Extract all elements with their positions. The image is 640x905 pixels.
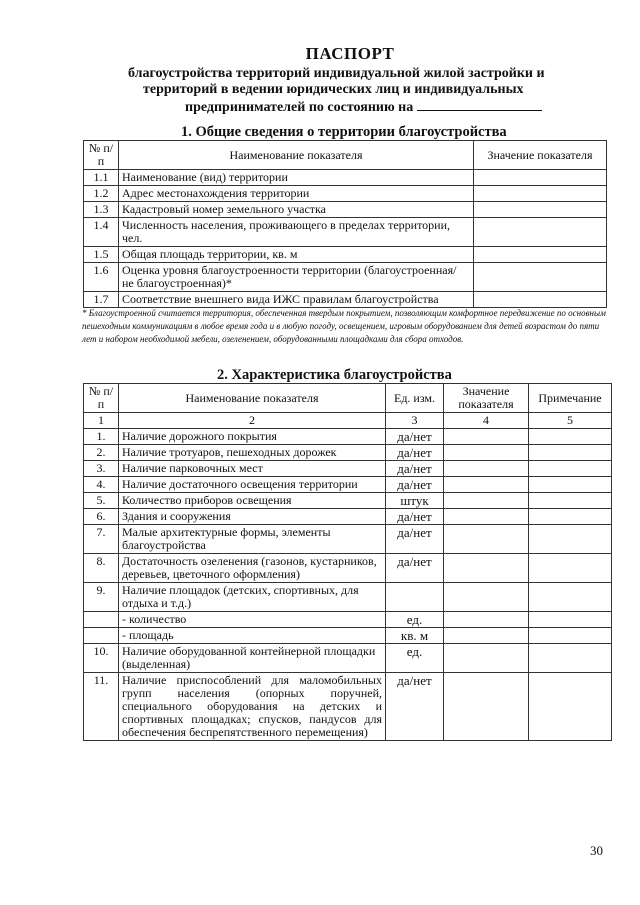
row-num: 1.1 <box>84 170 119 186</box>
row-value-cell[interactable] <box>474 263 607 292</box>
row-name: - площадь <box>119 628 386 644</box>
col-header-unit: Ед. изм. <box>386 384 444 413</box>
row-num: 1.6 <box>84 263 119 292</box>
col-number: 3 <box>386 413 444 429</box>
row-note-cell[interactable] <box>529 509 612 525</box>
general-info-table <box>83 140 607 308</box>
row-name: Наличие парковочных мест <box>119 461 386 477</box>
row-name: Наименование (вид) территории <box>119 170 474 186</box>
table-row <box>84 673 612 741</box>
row-num: 2. <box>84 445 119 461</box>
row-value-cell[interactable] <box>474 218 607 247</box>
characteristics-table <box>83 383 612 741</box>
row-num: 1.4 <box>84 218 119 247</box>
table-row <box>84 525 612 554</box>
row-unit: да/нет <box>386 477 444 493</box>
subtitle-line-1: благоустройства территорий индивидуальной жилой застройки и <box>128 66 545 81</box>
col-header-name: Наименование показателя <box>119 141 474 170</box>
table-header-row <box>84 384 612 413</box>
row-value-cell[interactable] <box>474 186 607 202</box>
table-row <box>84 247 607 263</box>
row-value-cell[interactable] <box>444 644 529 673</box>
table-header-row <box>84 141 607 170</box>
row-num: 1.5 <box>84 247 119 263</box>
row-num: 9. <box>84 583 119 612</box>
row-note-cell[interactable] <box>529 493 612 509</box>
row-name: Здания и сооружения <box>119 509 386 525</box>
row-value-cell[interactable] <box>444 477 529 493</box>
row-note-cell[interactable] <box>529 612 612 628</box>
row-value-cell[interactable] <box>444 525 529 554</box>
col-number: 4 <box>444 413 529 429</box>
table-row <box>84 583 612 612</box>
row-num: 1. <box>84 429 119 445</box>
row-value-cell[interactable] <box>444 509 529 525</box>
table-row <box>84 445 612 461</box>
col-number: 1 <box>84 413 119 429</box>
row-name: Достаточность озеленения (газонов, кустарников, деревьев, цветочного оформления) <box>119 554 386 583</box>
footnote: * Благоустроенной считается территория, обеспеченная твердым покрытием, позволяющим комфортное передвижение по основным пешеходным коммуникациям в любое время года и в любую погоду, освещением, игровым оборудованием для детей возрастом до пяти лет и набором необходимой мебели, озеленением, оборудованными площадками для сбора отходов. <box>82 308 606 344</box>
row-num: 1.7 <box>84 292 119 308</box>
col-number: 2 <box>119 413 386 429</box>
row-name: Соответствие внешнего вида ИЖС правилам благоустройства <box>119 292 474 308</box>
row-name: Наличие оборудованной контейнерной площадки (выделенная) <box>119 644 386 673</box>
row-unit: да/нет <box>386 554 444 583</box>
row-name: Наличие дорожного покрытия <box>119 429 386 445</box>
row-name: Наличие приспособлений для маломобильных групп населения (опорных поручней, специального оборудования на детских и спортивных площадках; спусков, пандусов для обеспечения беспрепятственного перемещения) <box>119 673 386 741</box>
row-name: Наличие тротуаров, пешеходных дорожек <box>119 445 386 461</box>
section2-heading: 2. Характеристика благоустройства <box>217 367 452 383</box>
row-value-cell[interactable] <box>444 612 529 628</box>
table-row <box>84 509 612 525</box>
col-header-value: Значение показателя <box>444 384 529 413</box>
row-name: - количество <box>119 612 386 628</box>
row-value-cell[interactable] <box>444 628 529 644</box>
row-note-cell[interactable] <box>529 554 612 583</box>
row-num: 6. <box>84 509 119 525</box>
table-row <box>84 218 607 247</box>
row-unit: да/нет <box>386 673 444 741</box>
col-header-name: Наименование показателя <box>119 384 386 413</box>
table-row <box>84 202 607 218</box>
table-row <box>84 263 607 292</box>
row-note-cell[interactable] <box>529 525 612 554</box>
row-unit <box>386 583 444 612</box>
row-note-cell[interactable] <box>529 583 612 612</box>
table-row <box>84 628 612 644</box>
row-value-cell[interactable] <box>444 554 529 583</box>
row-value-cell[interactable] <box>444 461 529 477</box>
row-name: Наличие площадок (детских, спортивных, для отдыха и т.д.) <box>119 583 386 612</box>
row-note-cell[interactable] <box>529 477 612 493</box>
row-unit: кв. м <box>386 628 444 644</box>
table-row <box>84 493 612 509</box>
row-num: 8. <box>84 554 119 583</box>
row-num: 10. <box>84 644 119 673</box>
row-unit: да/нет <box>386 445 444 461</box>
row-unit: штук <box>386 493 444 509</box>
row-name: Адрес местонахождения территории <box>119 186 474 202</box>
date-blank-field[interactable] <box>417 98 542 111</box>
table-row <box>84 644 612 673</box>
row-note-cell[interactable] <box>529 628 612 644</box>
row-value-cell[interactable] <box>474 202 607 218</box>
table-row <box>84 429 612 445</box>
row-name: Кадастровый номер земельного участка <box>119 202 474 218</box>
row-name: Оценка уровня благоустроенности территории (благоустроенная/ не благоустроенная)* <box>119 263 474 292</box>
row-num: 5. <box>84 493 119 509</box>
row-note-cell[interactable] <box>529 429 612 445</box>
row-unit: ед. <box>386 612 444 628</box>
table-row <box>84 292 607 308</box>
row-num <box>84 612 119 628</box>
row-name: Общая площадь территории, кв. м <box>119 247 474 263</box>
row-unit: ед. <box>386 644 444 673</box>
section1-heading: 1. Общие сведения о территории благоустройства <box>181 124 507 140</box>
table-row <box>84 477 612 493</box>
col-header-num: № п/п <box>84 384 119 413</box>
row-num: 4. <box>84 477 119 493</box>
col-header-value: Значение показателя <box>474 141 607 170</box>
col-header-note: Примечание <box>529 384 612 413</box>
table-row <box>84 461 612 477</box>
row-value-cell[interactable] <box>474 170 607 186</box>
subtitle-line-3 <box>185 98 542 116</box>
row-value-cell[interactable] <box>444 583 529 612</box>
table-row <box>84 186 607 202</box>
row-value-cell[interactable] <box>474 247 607 263</box>
row-value-cell[interactable] <box>444 445 529 461</box>
table-row <box>84 554 612 583</box>
row-name: Малые архитектурные формы, элементы благоустройства <box>119 525 386 554</box>
row-unit: да/нет <box>386 429 444 445</box>
row-note-cell[interactable] <box>529 673 612 741</box>
row-note-cell[interactable] <box>529 445 612 461</box>
page-number: 30 <box>590 843 603 858</box>
row-name: Наличие достаточного освещения территории <box>119 477 386 493</box>
subtitle-line-3-text: предпринимателей по состоянию на <box>185 100 414 115</box>
row-unit: да/нет <box>386 509 444 525</box>
column-numbers-row <box>84 413 612 429</box>
row-name: Численность населения, проживающего в пределах территории, чел. <box>119 218 474 247</box>
row-name: Количество приборов освещения <box>119 493 386 509</box>
row-value-cell[interactable] <box>444 429 529 445</box>
subtitle-line-2: территорий в ведении юридических лиц и индивидуальных <box>143 82 524 97</box>
row-num: 1.2 <box>84 186 119 202</box>
row-unit: да/нет <box>386 525 444 554</box>
row-value-cell[interactable] <box>474 292 607 308</box>
row-value-cell[interactable] <box>444 673 529 741</box>
table-row <box>84 170 607 186</box>
row-num: 11. <box>84 673 119 741</box>
col-number: 5 <box>529 413 612 429</box>
row-num <box>84 628 119 644</box>
row-note-cell[interactable] <box>529 644 612 673</box>
page-title: ПАСПОРТ <box>305 44 395 63</box>
table-row <box>84 612 612 628</box>
row-note-cell[interactable] <box>529 461 612 477</box>
row-value-cell[interactable] <box>444 493 529 509</box>
row-num: 3. <box>84 461 119 477</box>
col-header-num: № п/п <box>84 141 119 170</box>
row-num: 1.3 <box>84 202 119 218</box>
row-unit: да/нет <box>386 461 444 477</box>
row-num: 7. <box>84 525 119 554</box>
